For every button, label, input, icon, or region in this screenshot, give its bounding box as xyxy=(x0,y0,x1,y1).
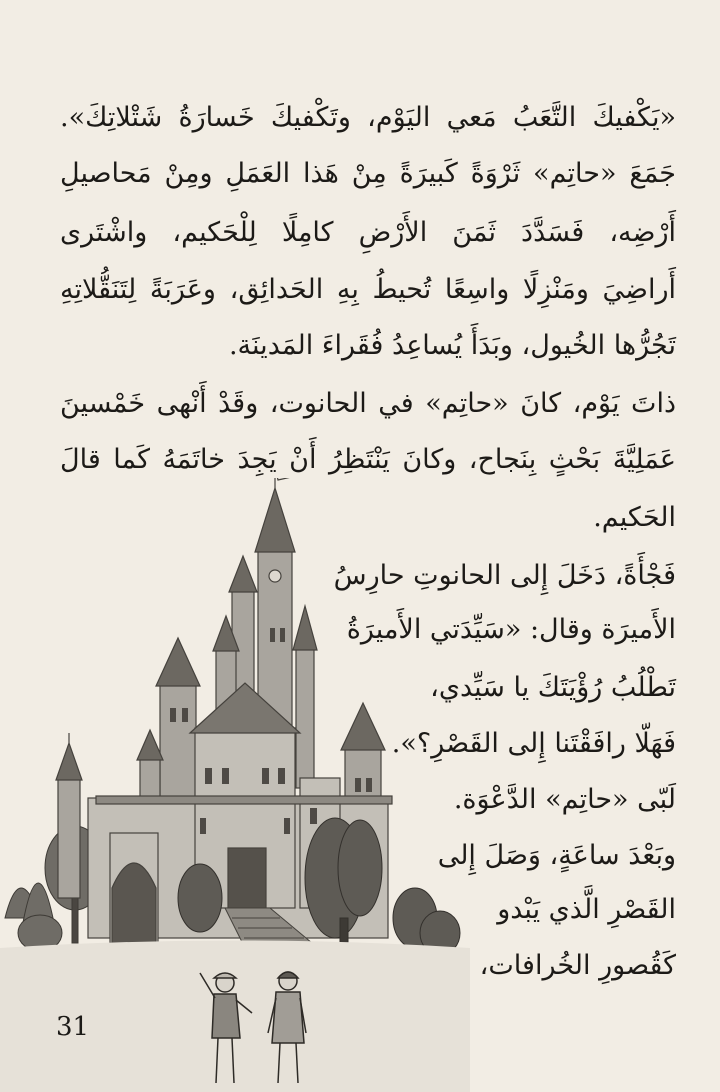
text-line-9: فَجْأَةً، دَخَلَ إِلى الحانوتِ حارِسُ xyxy=(333,560,676,591)
text-line-8: الحَكيم. xyxy=(593,502,676,533)
text-line-7: عَمَلِيَّةَ بَحْثٍ بِنَجاح، وكانَ يَنْتَظِرُ أَنْ يَجِدَ خاتَمَهُ كَما قالَ xyxy=(60,444,676,475)
text-line-16: كَقُصورِ الخُرافات، xyxy=(479,950,676,981)
page-number: 31 xyxy=(56,1012,90,1042)
text-line-4: أَراضِيَ ومَنْزِلًا واسِعًا تُحيطُ بِهِ الحَدائِق، وعَرَبَةً لِتَنَقُّلاتِهِ xyxy=(60,274,676,305)
castle-illustration xyxy=(0,478,470,1092)
text-line-15: القَصْرِ الَّذي يَبْدو xyxy=(497,894,676,925)
text-line-2: جَمَعَ «حاتِم» ثَرْوَةً كَبيرَةً مِنْ هَذا العَمَلِ ومِنْ مَحاصيلِ xyxy=(60,158,676,189)
text-line-12: فَهَلّا رافَقْتَنا إِلى القَصْرِ؟». xyxy=(391,728,676,759)
text-line-5: تَجُرُّها الخُيول، وبَدَأَ يُساعِدُ فُقَراءَ المَدينَة. xyxy=(228,330,676,361)
text-line-11: تَطْلُبُ رُؤْيَتَكَ يا سَيِّدي، xyxy=(430,672,676,703)
text-line-14: وبَعْدَ ساعَةٍ، وَصَلَ إِلى xyxy=(437,840,676,871)
text-line-13: لَبّى «حاتِم» الدَّعْوَة. xyxy=(453,784,676,815)
text-line-3: أَرْضِه، فَسَدَّدَ ثَمَنَ الأَرْضِ كامِلًا لِلْحَكيم، واشْتَرى xyxy=(60,217,676,248)
text-line-10: الأَميرَة وقال: «سَيِّدَتي الأَميرَةُ xyxy=(346,614,676,645)
text-line-6: ذاتَ يَوْم، كانَ «حاتِم» في الحانوت، وقَدْ أَنْهى خَمْسينَ xyxy=(60,388,676,419)
text-line-1: «يَكْفيكَ التَّعَبُ مَعي اليَوْم، وتَكْفيكَ خَسارَةُ شَتْلاتِكَ». xyxy=(60,102,676,133)
